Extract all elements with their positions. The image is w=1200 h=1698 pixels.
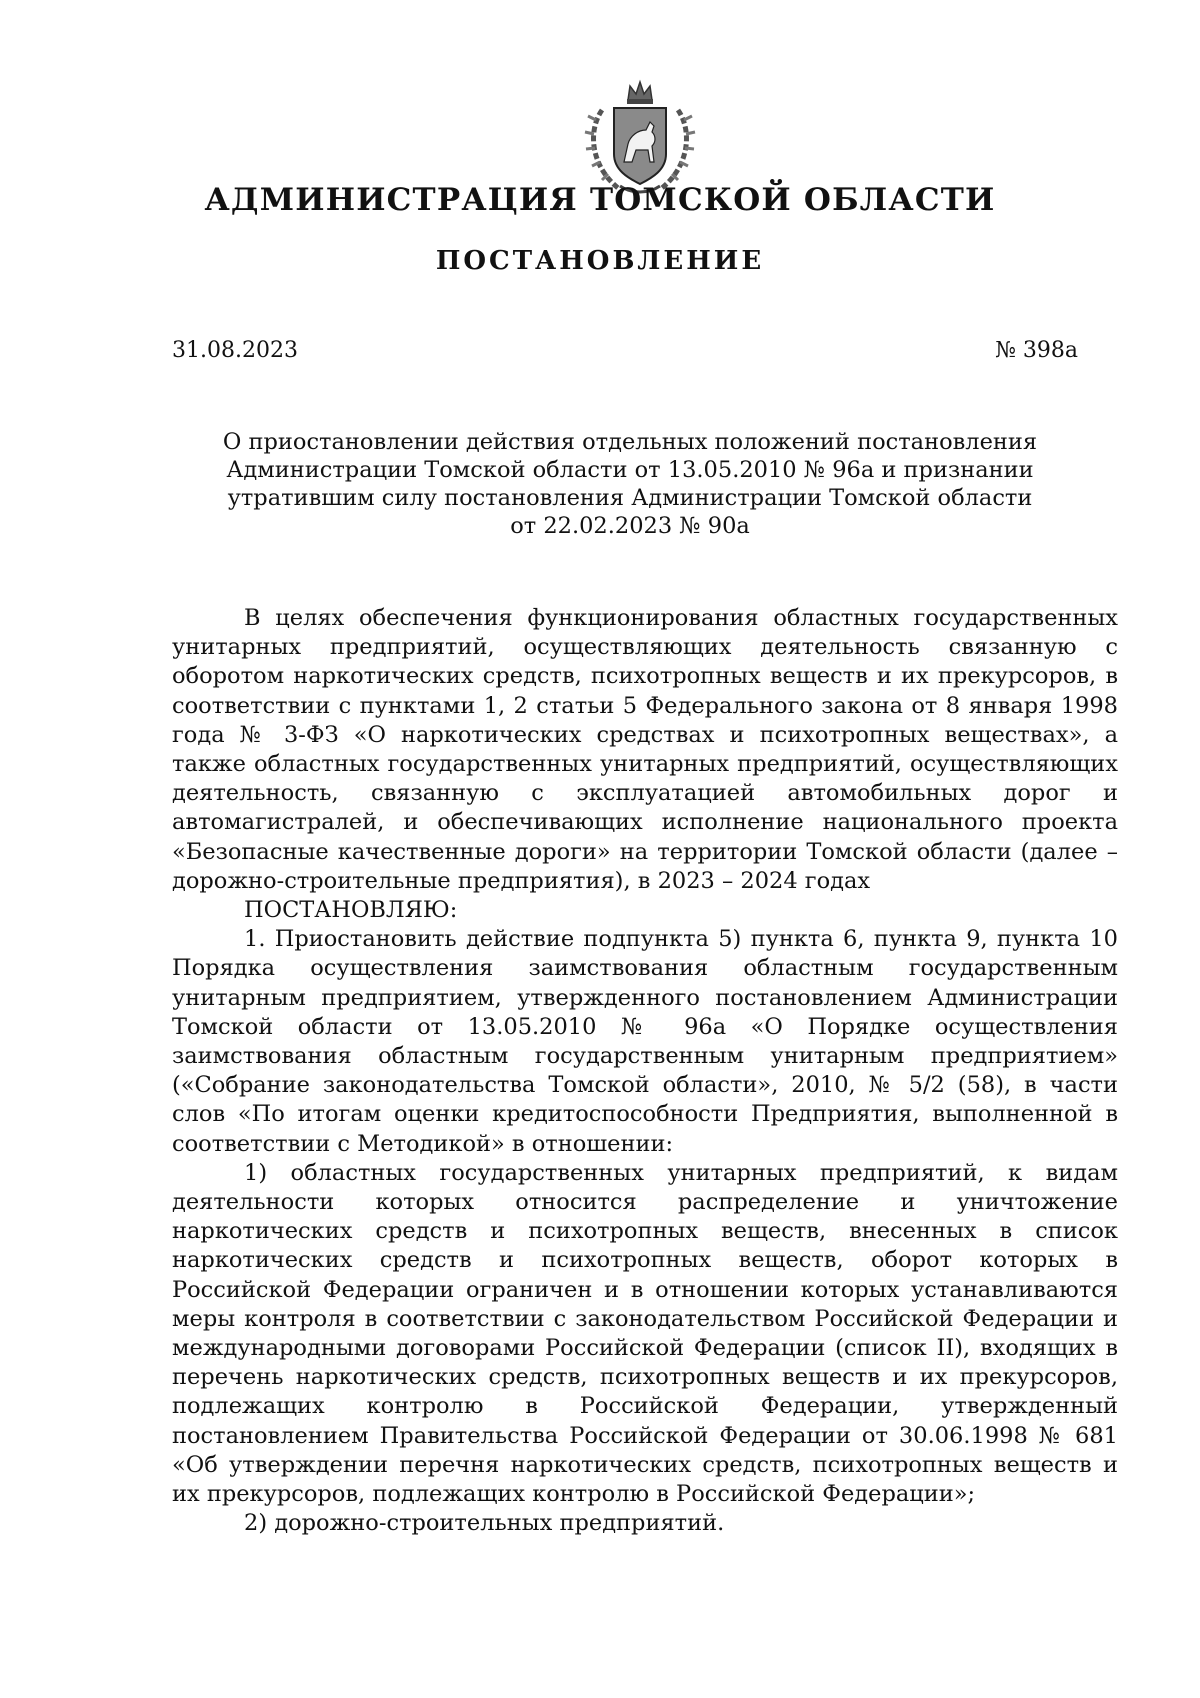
- item-1-1-paragraph: 1) областных государственных унитарных предприятий, к видам деятельности которых относится распределение и уничтожение наркотических средств и психотропных веществ, внесенных в список наркотических средств и психотропных веществ, оборот которых в Российской Федерации ограничен и в отношении которых устанавливаются меры контроля в соответствии с законодательством Российской Федерации и международными договорами Российской Федерации (список II), входящих в перечень наркотических средств, психотропных веществ и их прекурсоров, подлежащих контролю в Российской Федерации, утвержденный постановлением Правительства Российской Федерации от 30.06.1998 № 681 «Об утверждении перечня наркотических средств, психотропных веществ и их прекурсоров, подлежащих контролю в Российской Федерации»;: [172, 1159, 1118, 1508]
- organization-title: АДМИНИСТРАЦИЯ ТОМСКОЙ ОБЛАСТИ: [204, 182, 996, 218]
- document-body: [172, 604, 1118, 1539]
- document-number: № 398а: [995, 338, 1078, 363]
- document-date: 31.08.2023: [172, 338, 298, 363]
- coat-of-arms-emblem-icon: [580, 70, 700, 198]
- document-subject: О приостановлении действия отдельных положений постановления Администрации Томской области от 13.05.2010 № 96а и признании утратившим силу постановления Администрации Томской области от 22.02.2023 № 90а: [222, 429, 1038, 539]
- tomsk-coat-of-arms-icon: [580, 70, 700, 198]
- resolve-statement: ПОСТАНОВЛЯЮ:: [244, 897, 458, 924]
- document-type-heading: ПОСТАНОВЛЕНИЕ: [435, 246, 765, 276]
- item-1-paragraph: 1. Приостановить действие подпункта 5) пункта 6, пункта 9, пункта 10 Порядка осуществления заимствования областным государственным унитарным предприятием, утвержденного постановлением Администрации Томской области от 13.05.2010 № 96а «О Порядке осуществления заимствования областным государственным унитарным предприятием» («Собрание законодательства Томской области», 2010, № 5/2 (58), в части слов «По итогам оценки кредитоспособности Предприятия, выполненной в соответствии с Методикой» в отношении:: [172, 926, 1118, 1157]
- item-1-2-paragraph: 2) дорожно-строительных предприятий.: [244, 1510, 725, 1537]
- preamble-paragraph: В целях обеспечения функционирования областных государственных унитарных предприятий, осуществляющих деятельность связанную с оборотом наркотических средств, психотропных веществ и их прекурсоров, в соответствии с пунктами 1, 2 статьи 5 Федерального закона от 8 января 1998 года № 3-ФЗ «О наркотических средствах и психотропных веществах», а также областных государственных унитарных предприятий, осуществляющих деятельность, связанную с эксплуатацией автомобильных дорог и автомагистралей, и обеспечивающих исполнение национального проекта «Безопасные качественные дороги» на территории Томской области (далее – дорожно-строительные предприятия), в 2023 – 2024 годах: [172, 605, 1118, 894]
